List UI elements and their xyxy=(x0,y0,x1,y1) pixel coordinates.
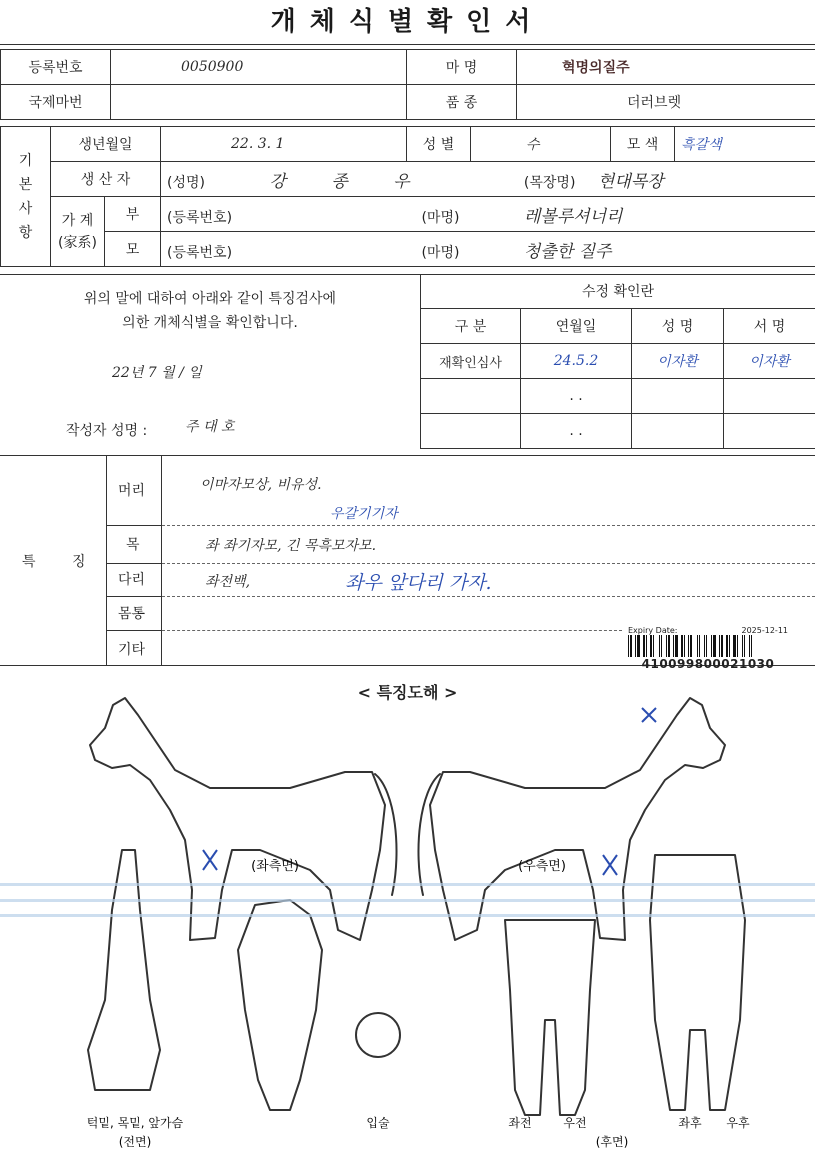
legs-label: 다리 xyxy=(118,572,146,588)
barcode-bar xyxy=(724,635,725,657)
barcode-bar xyxy=(653,635,654,657)
marks xyxy=(203,708,656,875)
pedigree-label: 가 계 xyxy=(61,212,94,229)
pedigree-hanja: (家系) xyxy=(58,234,97,251)
dam-cell xyxy=(161,232,815,267)
color-label: 모 색 xyxy=(611,127,675,162)
author-label: 작성자 성명 : xyxy=(66,423,148,439)
scan-artifact-stripe xyxy=(0,914,815,917)
barcode-bar xyxy=(701,635,703,657)
pedigree-label-cell xyxy=(51,197,105,267)
barcode-bar xyxy=(699,635,700,657)
birth-label: 생년월일 xyxy=(51,127,161,162)
revision-header-name: 성 명 xyxy=(632,309,724,344)
confirm-date: 22년 7 월 / 일 xyxy=(112,365,202,381)
barcode-bars xyxy=(628,635,788,657)
diagram-title: < 특징도해 > xyxy=(357,683,458,702)
dam-label: 모 xyxy=(105,232,161,267)
author-signature: 주 대 호 xyxy=(185,419,235,435)
feature-row-rule xyxy=(106,596,161,597)
barcode-bar xyxy=(681,635,683,657)
barcode-bar xyxy=(633,635,634,657)
barcode-bar xyxy=(697,635,698,657)
farm-label: (목장명) xyxy=(523,174,576,191)
document-title: 개체식별확인서 xyxy=(270,7,545,37)
confirm-text xyxy=(20,287,400,335)
rear-view xyxy=(650,855,745,1110)
feature-row-rule xyxy=(162,596,815,597)
revision-cell xyxy=(421,379,521,414)
barcode-bar xyxy=(661,635,662,657)
breed-label: 품 종 xyxy=(407,85,517,120)
sex-label: 성 별 xyxy=(407,127,471,162)
feature-row-rule xyxy=(162,525,815,526)
barcode-bar xyxy=(739,635,741,657)
barcode-bar xyxy=(704,635,705,657)
scan-artifact-stripe xyxy=(0,883,815,886)
basic-section-label: 기본사항 xyxy=(1,127,51,267)
barcode-bar xyxy=(693,635,696,657)
barcode-bar xyxy=(671,635,672,657)
barcode-sticker xyxy=(628,626,788,671)
revision-header-date: 연월일 xyxy=(521,309,632,344)
legs-value: 좌전백, xyxy=(205,574,251,590)
barcode-bar xyxy=(684,635,685,657)
barcode-bar xyxy=(643,635,645,657)
barcode-bar xyxy=(737,635,738,657)
barcode-bar xyxy=(646,635,647,657)
barcode-bar xyxy=(655,635,658,657)
front-caption-2: (전면) xyxy=(118,1135,152,1149)
mark-x-icon xyxy=(603,855,617,875)
barcode-bar xyxy=(666,635,667,657)
revision-cell xyxy=(724,379,815,414)
barcode-bar xyxy=(628,635,629,657)
left-side-horse xyxy=(90,698,385,940)
breeder-value: 강 종 우 xyxy=(269,171,430,192)
barcode-bar xyxy=(675,635,678,657)
features-section-label: 특 징 xyxy=(22,554,102,570)
reg-no-label: 등록번호 xyxy=(1,50,111,85)
rear-caption: (후면) xyxy=(595,1135,629,1149)
scan-artifact-stripe xyxy=(0,899,815,902)
features-divider-1 xyxy=(106,455,107,665)
feature-row-rule xyxy=(106,630,161,631)
barcode-bar xyxy=(635,635,636,657)
dam-reg-label: (등록번호) xyxy=(167,244,233,261)
barcode-bar xyxy=(717,635,718,657)
intl-no-label: 국제마번 xyxy=(1,85,111,120)
barcode-bar xyxy=(637,635,640,657)
confirm-line-1: 위의 말에 대하여 아래와 같이 특징검사에 xyxy=(83,291,337,307)
sire-reg-label: (등록번호) xyxy=(167,209,233,226)
revision-title: 수정 확인란 xyxy=(421,274,815,309)
barcode-bar xyxy=(742,635,743,657)
neck-value: 좌 좌기자모, 긴 목흑모자모. xyxy=(205,538,377,554)
barcode-bar xyxy=(731,635,732,657)
barcode-bar xyxy=(751,635,752,657)
lips-caption: 입술 xyxy=(366,1116,390,1130)
barcode-bar xyxy=(708,635,710,657)
sire-name-label: (마명) xyxy=(421,209,460,226)
breeder-cell xyxy=(161,162,815,197)
barcode-bar xyxy=(630,635,632,657)
revision-cell xyxy=(632,414,724,449)
reg-no-value: 0050900 xyxy=(111,50,407,85)
barcode-bar xyxy=(686,635,687,657)
body-label: 몸통 xyxy=(118,606,146,622)
revision-cell: . . xyxy=(521,414,632,449)
basic-table xyxy=(0,126,815,267)
revision-table xyxy=(420,274,815,449)
birth-value: 22. 3. 1 xyxy=(161,127,407,162)
revision-cell: 이자환 xyxy=(724,344,815,379)
horse-name-label: 마 명 xyxy=(407,50,517,85)
dam-name-label: (마명) xyxy=(421,244,460,261)
head-front-view xyxy=(238,900,322,1110)
front-caption-1: 턱밑, 목밑, 앞가슴 xyxy=(86,1116,184,1130)
header-table xyxy=(0,49,815,120)
barcode-bar xyxy=(688,635,689,657)
barcode-bar xyxy=(641,635,642,657)
barcode-bar xyxy=(711,635,712,657)
revision-cell: 재확인심사 xyxy=(421,344,521,379)
barcode-bar xyxy=(749,635,750,657)
legs-extra: 좌우 앞다리 가자. xyxy=(345,572,492,594)
dam-value: 청출한 질주 xyxy=(523,241,612,262)
head-value: 이마자모상, 비유성. xyxy=(200,477,322,493)
left-side-label: (좌측면) xyxy=(251,859,299,874)
rf-caption: 우전 xyxy=(563,1116,587,1130)
barcode-bar xyxy=(650,635,652,657)
color-value: 흑갈색 xyxy=(675,127,815,162)
sex-value: 수 xyxy=(471,127,611,162)
feature-row-rule xyxy=(106,563,161,564)
title-rule xyxy=(0,44,815,45)
features-divider-2 xyxy=(161,455,162,665)
other-label: 기타 xyxy=(118,642,146,658)
expiry-label: Expiry Date: xyxy=(628,626,678,635)
barcode-bar xyxy=(744,635,745,657)
barcode-number: 410099800021030 xyxy=(641,657,775,671)
breed-value: 더러브렛 xyxy=(517,85,815,120)
barcode-bar xyxy=(729,635,730,657)
revision-cell xyxy=(421,414,521,449)
sire-cell xyxy=(161,197,815,232)
breeder-name-label: (성명) xyxy=(167,174,205,191)
expiry-value: 2025-12-11 xyxy=(741,626,788,635)
feature-row-rule xyxy=(106,525,161,526)
barcode-bar xyxy=(721,635,723,657)
farm-value: 현대목장 xyxy=(597,171,664,192)
revision-cell xyxy=(632,379,724,414)
rh-caption: 우후 xyxy=(726,1116,750,1130)
barcode-bar xyxy=(648,635,649,657)
barcode-bar xyxy=(690,635,692,657)
revision-cell: 이자환 xyxy=(632,344,724,379)
barcode-bar xyxy=(706,635,707,657)
barcode-bar xyxy=(746,635,748,657)
lips-view xyxy=(356,1013,400,1057)
head-label: 머리 xyxy=(118,483,146,499)
revision-header-sign: 서 명 xyxy=(724,309,815,344)
neck-insert: 우갈기기자 xyxy=(330,506,398,522)
barcode-bar xyxy=(719,635,720,657)
horse-name-value: 혁명의질주 xyxy=(517,50,815,85)
barcode-bar xyxy=(659,635,660,657)
revision-cell: 24.5.2 xyxy=(521,344,632,379)
barcode-bar xyxy=(668,635,670,657)
sire-value: 레볼루셔너리 xyxy=(523,206,623,227)
feature-row-rule xyxy=(162,630,622,631)
sire-label: 부 xyxy=(105,197,161,232)
front-neck-view xyxy=(88,850,160,1090)
revision-cell: . . xyxy=(521,379,632,414)
right-side-horse xyxy=(430,698,725,940)
lf-caption: 좌전 xyxy=(508,1116,532,1130)
lh-caption: 좌후 xyxy=(678,1116,702,1130)
barcode-bar xyxy=(679,635,680,657)
barcode-bar xyxy=(713,635,716,657)
barcode-bar xyxy=(726,635,728,657)
feature-row-rule xyxy=(162,563,815,564)
mark-x-icon xyxy=(642,708,656,722)
breeder-label: 생 산 자 xyxy=(51,162,161,197)
revision-cell xyxy=(724,414,815,449)
revision-header-type: 구 분 xyxy=(421,309,521,344)
confirm-line-2: 의한 개체식별을 확인합니다. xyxy=(122,315,298,331)
features-top-rule xyxy=(0,455,815,456)
intl-no-value xyxy=(111,85,407,120)
right-side-label: (우측면) xyxy=(518,859,566,874)
feature-diagram xyxy=(0,690,815,1169)
barcode-bar xyxy=(733,635,736,657)
barcode-bar xyxy=(673,635,674,657)
neck-label: 목 xyxy=(126,537,140,553)
barcode-bar xyxy=(663,635,665,657)
mark-x-icon xyxy=(203,850,217,870)
front-legs-view xyxy=(505,920,595,1115)
